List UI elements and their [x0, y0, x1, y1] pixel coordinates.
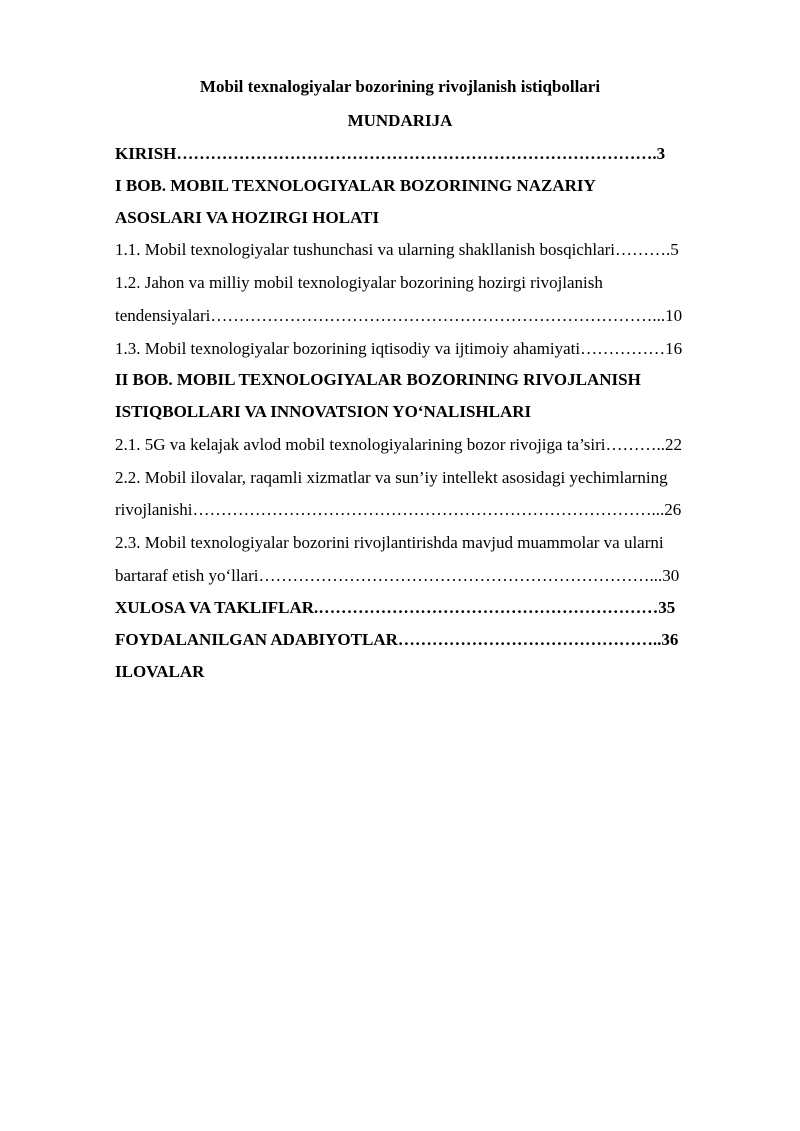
toc-entry-kirish: KIRISH………………………………………………………………………….3	[115, 144, 666, 163]
toc-chapter-2-line-2: ISTIQBOLLARI VA INNOVATSION YO‘NALISHLARI	[115, 402, 532, 421]
toc-entry-2-3-line-1: 2.3. Mobil texnologiyalar bozorini rivojlantirishda mavjud muammolar va ularni	[115, 533, 664, 552]
toc-entry-ilovalar: ILOVALAR	[115, 662, 205, 681]
toc-entry-1-2-line-2: tendensiyalari……………………………………………………………………...10	[115, 306, 683, 325]
toc-chapter-1-line-1: I BOB. MOBIL TEXNOLOGIYALAR BOZORINING NAZARIY	[115, 176, 596, 195]
toc-entry-xulosa: XULOSA VA TAKLIFLAR.……………………………………………………35	[115, 598, 676, 617]
toc-entry-2-2-line-1: 2.2. Mobil ilovalar, raqamli xizmatlar va sun’iy intellekt asosidagi yechimlarning	[115, 468, 668, 487]
toc-entry-2-3-line-2: bartaraf etish yo‘llari……………………………………………………………...30	[115, 566, 680, 585]
toc-entry-1-1: 1.1. Mobil texnologiyalar tushunchasi va ularning shakllanish bosqichlari……….5	[115, 240, 679, 259]
toc-entry-1-2-line-1: 1.2. Jahon va milliy mobil texnologiyalar bozorining hozirgi rivojlanish	[115, 273, 603, 292]
toc-chapter-1-line-2: ASOSLARI VA HOZIRGI HOLATI	[115, 208, 380, 227]
toc-chapter-2-line-1: II BOB. MOBIL TEXNOLOGIYALAR BOZORINING RIVOJLANISH	[115, 370, 641, 389]
toc-entry-adabiyotlar: FOYDALANILGAN ADABIYOTLAR………………………………………..36	[115, 630, 679, 649]
document-title: Mobil texnalogiyalar bozorining rivojlanish istiqbollari	[199, 77, 601, 96]
toc-entry-2-1: 2.1. 5G va kelajak avlod mobil texnologiyalarining bozor rivojiga ta’siri………..22	[115, 435, 683, 454]
toc-heading: MUNDARIJA	[347, 111, 453, 130]
toc-entry-1-3: 1.3. Mobil texnologiyalar bozorining iqtisodiy va ijtimoiy ahamiyati……………16	[115, 339, 683, 358]
toc-entry-2-2-line-2: rivojlanishi………………………………………………………………………...26	[115, 500, 682, 519]
